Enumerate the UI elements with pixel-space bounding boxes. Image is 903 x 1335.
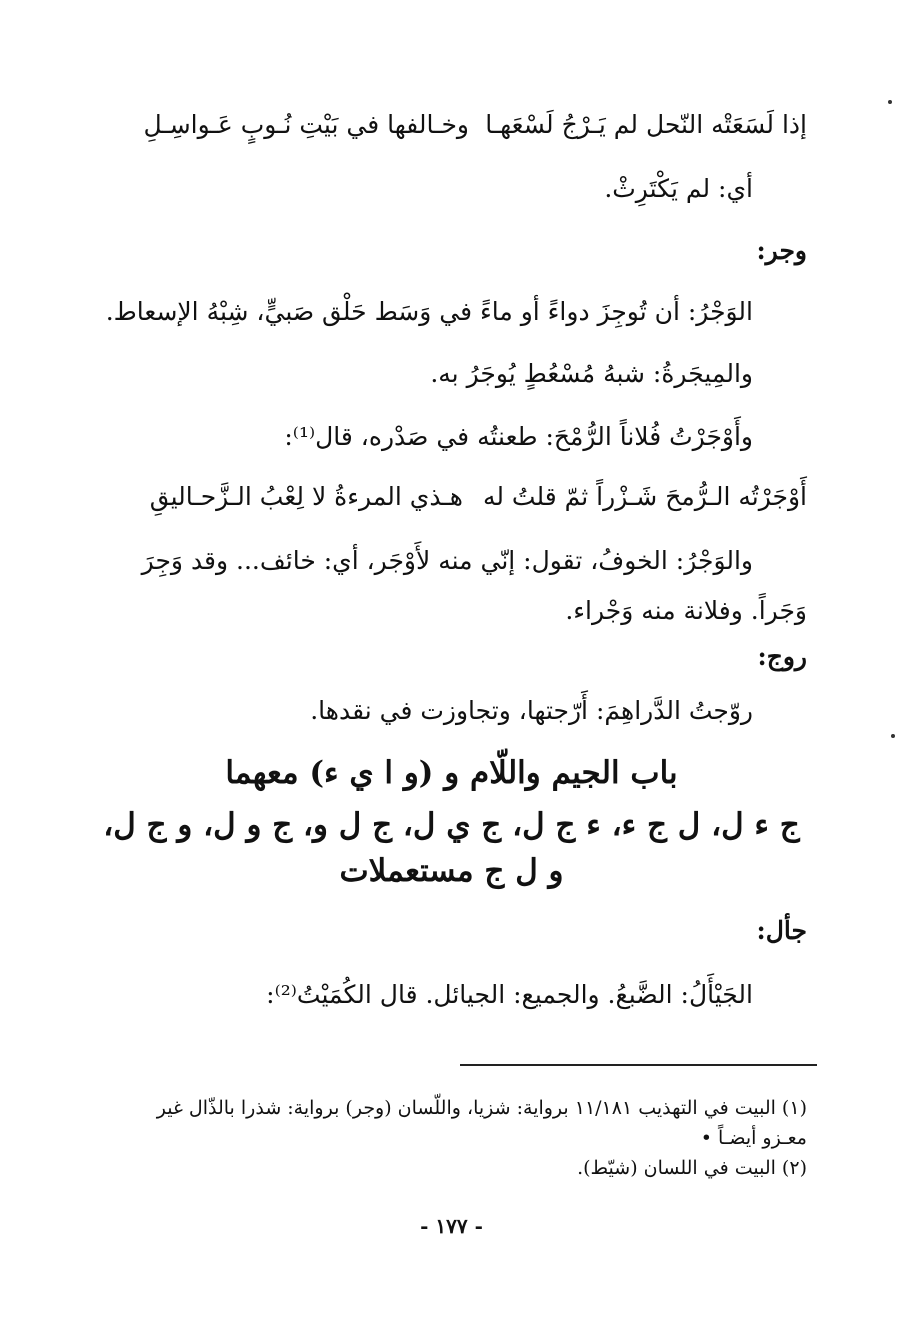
text-line: روّجتُ الدَّراهِمَ: أَرّجتها، وتجاوزت في نقدها. <box>310 696 753 725</box>
entry-heading-rwj: روج: <box>757 642 807 671</box>
text-line: وأَوْجَرْتُ فُلاناً الرُّمْحَ: طعنتُه في صَدْره، قال⁽¹⁾: <box>284 422 753 451</box>
text-line: والمِيجَرةُ: شبهُ مُسْعُطٍ يُوجَرُ به. <box>430 359 753 388</box>
chapter-subtitle: ج ء ل، ل ج ء، ء ج ل، ج ي ل، ج ل و، ج و ل، و ج ل، <box>103 807 800 843</box>
footnote-1-continued: معـزو أيضـاً • <box>700 1127 807 1149</box>
footnote-separator <box>460 1064 817 1066</box>
verse-1-left-hemistich: وخـالفها في بَيْتِ نُـوبٍ عَـواسِـلِ <box>143 110 469 139</box>
text-line: الجَيْأَلُ: الضَّبعُ. والجميع: الجيائل. قال الكُمَيْتُ⁽²⁾: <box>266 980 753 1009</box>
chapter-title: باب الجيم واللّام و (و ا ي ء) معهما <box>225 755 678 791</box>
text-line: وَجَراً. وفلانة منه وَجْراء. <box>565 596 807 625</box>
chapter-subtitle: و ل ج مستعملات <box>339 853 564 889</box>
scan-speck <box>891 734 895 738</box>
verse-2-right-hemistich: أَوْجَرْتُه الـرُّمحَ شَـزْراً ثمّ قلتُ له <box>482 482 807 511</box>
text-line: الوَجْرُ: أن تُوجِزَ دواءً أو ماءً في وَسَط حَلْق صَبيٍّ، شِبْهُ الإسعاط. <box>105 297 753 326</box>
scan-speck <box>888 100 892 104</box>
footnote-1: (١) البيت في التهذيب ١١/١٨١ برواية: شزيا، واللّسان (وجر) برواية: شذرا بالذّال غير <box>156 1097 807 1119</box>
entry-heading-wjr: وجر: <box>756 236 807 265</box>
entry-heading-jal: جأل: <box>756 916 807 945</box>
verse-2-left-hemistich: هـذي المرءةُ لا لِعْبُ الـزَّحـاليقِ <box>149 482 463 511</box>
text-line: أي: لم يَكْتَرِثْ. <box>604 174 753 203</box>
verse-1-right-hemistich: إذا لَسَعَتْه النّحل لم يَـرْجُ لَسْعَهـا <box>485 110 807 139</box>
text-line: والوَجْرُ: الخوفُ، تقول: إنّي منه لأَوْجَر، أي: خائف... وقد وَجِرَ <box>141 546 753 575</box>
page-number: - ١٧٧ - <box>420 1214 483 1238</box>
footnote-2: (٢) البيت في اللسان (شيّط). <box>577 1157 807 1179</box>
